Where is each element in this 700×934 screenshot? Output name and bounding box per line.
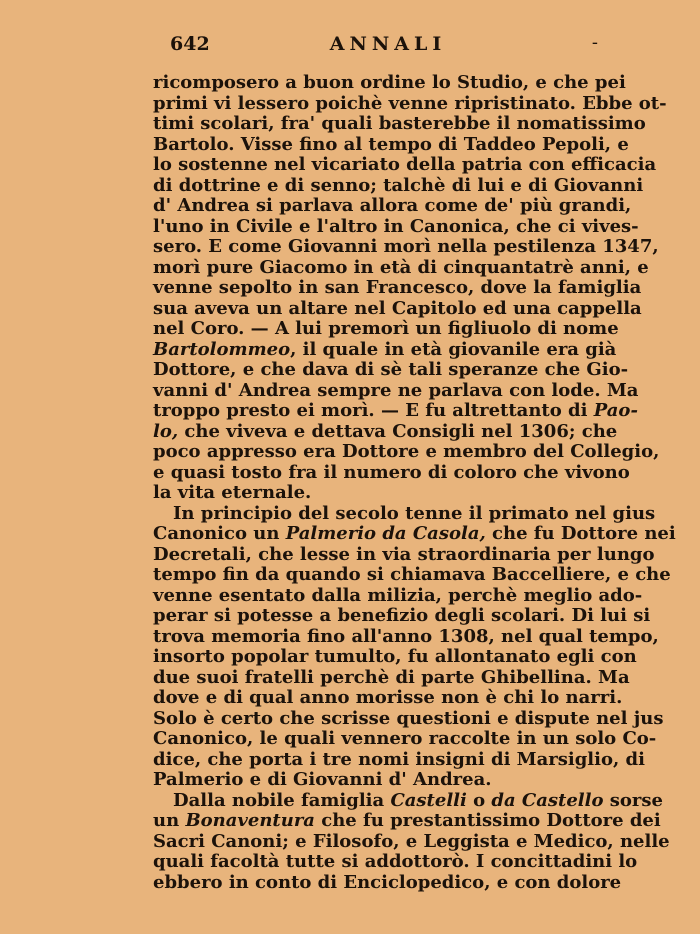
text-line — [153, 318, 619, 340]
text-line — [153, 851, 638, 873]
text-line — [153, 584, 643, 607]
text-run: venne sepolto in san Francesco, dove la famiglia — [153, 277, 642, 298]
text-run: Canonico un — [153, 523, 286, 544]
text-run: sorse — [603, 789, 663, 811]
body-text — [153, 72, 676, 893]
text-run: sua aveva un altare nel Capitolo ed una cappella — [153, 297, 642, 319]
text-run: perar si potesse a benefizio degli scolari. Di lui si — [153, 605, 651, 626]
text-line — [153, 400, 638, 422]
italic-name: Castelli — [390, 789, 467, 811]
text-run: , il quale in età giovanile era già — [290, 338, 617, 360]
text-line — [153, 441, 660, 463]
text-line — [153, 72, 626, 94]
text-run: o — [466, 789, 492, 811]
text-line — [153, 502, 656, 525]
text-line — [153, 687, 623, 709]
page-header — [170, 33, 606, 59]
text-run: venne esentato dalla milizia, perchè meglio ado- — [153, 584, 643, 606]
text-run: due suoi fratelli perchè di parte Ghibellina. Ma — [153, 666, 630, 688]
text-run: vanni d' Andrea sempre ne parlava con lode. Ma — [153, 379, 639, 401]
text-run: che viveva e dettava Consigli nel 1306; che — [178, 420, 618, 442]
text-run: Dottore, e che dava di sè tali speranze che Gio- — [153, 359, 629, 380]
text-line — [153, 297, 642, 320]
text-line — [153, 871, 622, 894]
text-run: che fu prestantissimo Dottore dei — [314, 810, 661, 831]
text-line — [153, 543, 655, 566]
text-run: quali facoltà tutte si addottorò. I concittadini lo — [153, 851, 638, 872]
text-run: d' Andrea si parlava allora come de' più grandi, — [153, 195, 632, 216]
italic-name: Pao- — [593, 400, 638, 421]
text-line — [153, 154, 657, 176]
text-run: timi scolari, fra' quali basterebbe il nomatissimo — [153, 113, 646, 134]
text-run: tempo fin da quando si chiamava Baccelliere, e che — [153, 564, 671, 585]
text-run: insorto popolar tumulto, fu allontanato egli con — [153, 646, 637, 667]
text-line — [153, 420, 618, 443]
text-line — [153, 359, 629, 381]
text-run: In principio del secolo tenne il primato nel gius — [173, 502, 656, 524]
text-run: Solo è certo che scrisse questioni e dispute nel jus — [153, 707, 664, 729]
text-run: l'uno in Civile e l'altro in Canonica, che ci vives- — [153, 215, 639, 237]
text-line — [153, 483, 611, 504]
text-line — [153, 461, 630, 484]
text-run: nel Coro. — A lui premorì un figliuolo di nome — [153, 318, 619, 339]
italic-name: da Castello — [491, 789, 604, 811]
italic-name: Palmerio da Casola, — [285, 523, 486, 544]
text-run: la vita eternale. — [153, 482, 312, 503]
text-line — [153, 707, 664, 730]
text-line — [153, 215, 639, 238]
running-title: ANNALI — [329, 33, 447, 55]
text-run: un — [153, 810, 186, 831]
text-run: Bartolo. Visse fino al tempo di Taddeo Pepoli, e — [153, 133, 629, 155]
text-line — [153, 379, 639, 402]
header-mark: - — [591, 32, 598, 53]
text-line — [153, 195, 632, 217]
text-run: primi vi lessero poichè venne ripristinato. Ebbe ot- — [153, 92, 667, 114]
text-run: Sacri Canoni; e Filosofo, e Leggista e Medico, nelle — [153, 830, 670, 852]
text-line — [153, 523, 676, 545]
text-line — [153, 666, 630, 689]
text-line — [153, 830, 670, 853]
text-line — [153, 605, 651, 627]
text-run: Decretali, che lesse in via straordinaria per lungo — [153, 543, 655, 565]
text-line — [153, 174, 644, 197]
text-line — [153, 770, 611, 791]
text-line — [153, 625, 659, 648]
text-run: sero. E come Giovanni morì nella pestilenza 1347, — [153, 236, 659, 257]
text-line — [153, 748, 645, 771]
text-line — [153, 256, 649, 279]
text-run: poco appresso era Dottore e membro del Collegio, — [153, 441, 660, 462]
text-run: Canonico, le quali vennero raccolte in un solo Co- — [153, 728, 657, 749]
text-run: troppo presto ei morì. — E fu altrettanto di — [153, 400, 594, 421]
text-run: Palmerio e di Giovanni d' Andrea. — [153, 769, 492, 790]
text-line — [153, 133, 629, 156]
italic-name: lo, — [153, 420, 179, 442]
text-run: dove e di qual anno morisse non è chi lo narri. — [153, 687, 623, 708]
text-run: ricomposero a buon ordine lo Studio, e che pei — [153, 72, 626, 93]
text-line — [153, 113, 646, 135]
text-line — [153, 646, 637, 668]
page-number: 642 — [170, 33, 210, 55]
text-line — [153, 564, 671, 586]
text-run: Dalla nobile famiglia — [173, 789, 391, 811]
text-line — [153, 277, 642, 299]
text-line — [153, 810, 661, 832]
text-run: che fu Dottore nei — [485, 523, 676, 544]
text-run: di dottrine e di senno; talchè di lui e di Giovanni — [153, 174, 644, 196]
italic-name: Bonaventura — [185, 810, 315, 831]
text-line — [153, 789, 663, 812]
text-run: dice, che porta i tre nomi insigni di Marsiglio, di — [153, 748, 645, 770]
text-run: ebbero in conto di Enciclopedico, e con dolore — [153, 871, 622, 893]
text-line — [153, 338, 617, 361]
text-line — [153, 728, 657, 750]
text-run: lo sostenne nel vicariato della patria con efficacia — [153, 154, 657, 175]
text-line — [153, 92, 667, 115]
text-run: e quasi tosto fra il numero di coloro che vivono — [153, 461, 630, 483]
text-run: morì pure Giacomo in età di cinquantatrè anni, e — [153, 256, 649, 278]
text-run: trova memoria fino all'anno 1308, nel qual tempo, — [153, 625, 659, 647]
italic-name: Bartolommeo — [153, 338, 291, 360]
text-line — [153, 236, 659, 258]
